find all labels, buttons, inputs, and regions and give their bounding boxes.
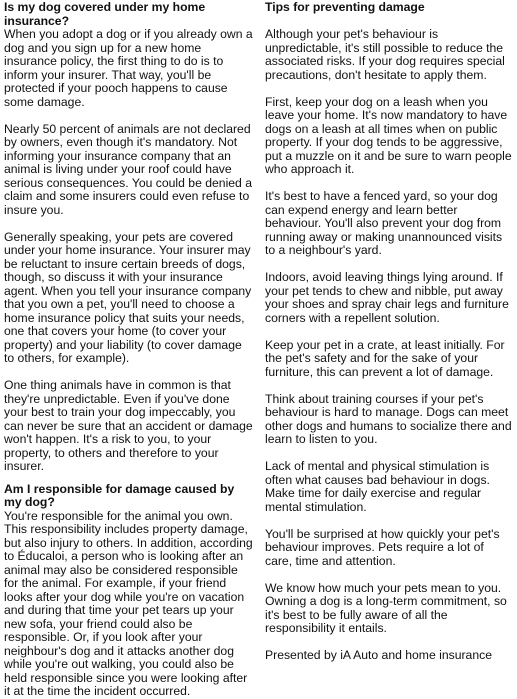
heading-dog-coverage: Is my dog covered under my home insurance? xyxy=(4,0,206,28)
paragraph-generally-covered: Generally speaking, your pets are covered under your home insurance. Your insurer may be reluctant to insure certain breeds of dogs, though, so discuss it with your insurance agent. When you tell your insurance company that you own a pet, you'll need to choose a home insurance policy that suits your needs, one that covers your home (to cover your property) and your liability (to cover damage to others, for example). xyxy=(4,229,252,365)
left-column xyxy=(4,1,254,699)
paragraph-reduce-risks: Although your pet's behaviour is unpredictable, it's still possible to reduce the associated risks. If your dog requires special precautions, don't hesitate to apply them. xyxy=(265,27,505,82)
paragraph-commitment: We know how much your pets mean to you. Owning a dog is a long-term commitment, so it's best to be fully aware of all the responsibility it entails. xyxy=(265,580,507,635)
paragraph-presented-by: Presented by iA Auto and home insurance xyxy=(265,648,492,662)
paragraph-crate: Keep your pet in a crate, at least initially. For the pet's safety and for the sake of your furniture, this can prevent a lot of damage. xyxy=(265,337,505,379)
heading-responsibility: Am I responsible for damage caused by my dog? xyxy=(4,481,235,509)
heading-tips: Tips for preventing damage xyxy=(265,0,425,14)
paragraph-adopt-dog: When you adopt a dog or if you already own a dog and you sign up for a new home insurance policy, the first thing to do is to inform your insurer. That way, you'll be protected if your pooch happens to cause some damage. xyxy=(4,27,253,109)
paragraph-unpredictable: One thing animals have in common is that they're unpredictable. Even if you've done your best to train your dog impeccably, you can never be sure that an accident or damage won't happen. It's a risk to you, to your property, to others and therefore to your insurer. xyxy=(4,378,253,473)
paragraph-leash: First, keep your dog on a leash when you leave your home. It's now mandatory to have dogs on a leash at all times when on public property. If your dog tends to be aggressive, put a muzzle on it and be sure to warn people who approach it. xyxy=(265,94,512,176)
paragraph-fenced-yard: It's best to have a fenced yard, so your dog can expend energy and learn better behaviour. You'll also prevent your dog from running away or making unannounced visits to a neighbour's yard. xyxy=(265,189,503,257)
paragraph-indoors: Indoors, avoid leaving things lying around. If your pet tends to chew and nibble, put away your shoes and spray chair legs and furniture corners with a repellent solution. xyxy=(265,270,509,325)
right-column xyxy=(265,1,513,663)
paragraph-behaviour-improves: You'll be surprised at how quickly your pet's behaviour improves. Pets require a lot of care, time and attention. xyxy=(265,526,500,568)
paragraph-stimulation: Lack of mental and physical stimulation is often what causes bad behaviour in dogs. Make time for daily exercise and regular mental stimulation. xyxy=(265,459,490,514)
paragraph-not-declared: Nearly 50 percent of animals are not declared by owners, even though it's mandatory. Not informing your insurance company that an animal is living under your roof could have serious consequences. You could be denied a claim and some insurers could even refuse to insure you. xyxy=(4,121,253,217)
paragraph-responsible: You're responsible for the animal you own. This responsibility includes property damage, but also injury to others. In addition, according to Éducaloi, a person who is looking after an animal may also be considered responsible for the animal. For example, if your friend looks after your dog while you're on vacation and during that time your pet tears up your new sofa, your friend could also be responsible. Or, if you look after your neighbour's dog and it attacks another dog while you're out walking, you could also be held responsible since you were looking after it at the time the incident occurred. xyxy=(4,508,253,698)
paragraph-training: Think about training courses if your pet's behaviour is hard to manage. Dogs can meet other dogs and humans to socialize there and learn to listen to you. xyxy=(265,391,512,446)
